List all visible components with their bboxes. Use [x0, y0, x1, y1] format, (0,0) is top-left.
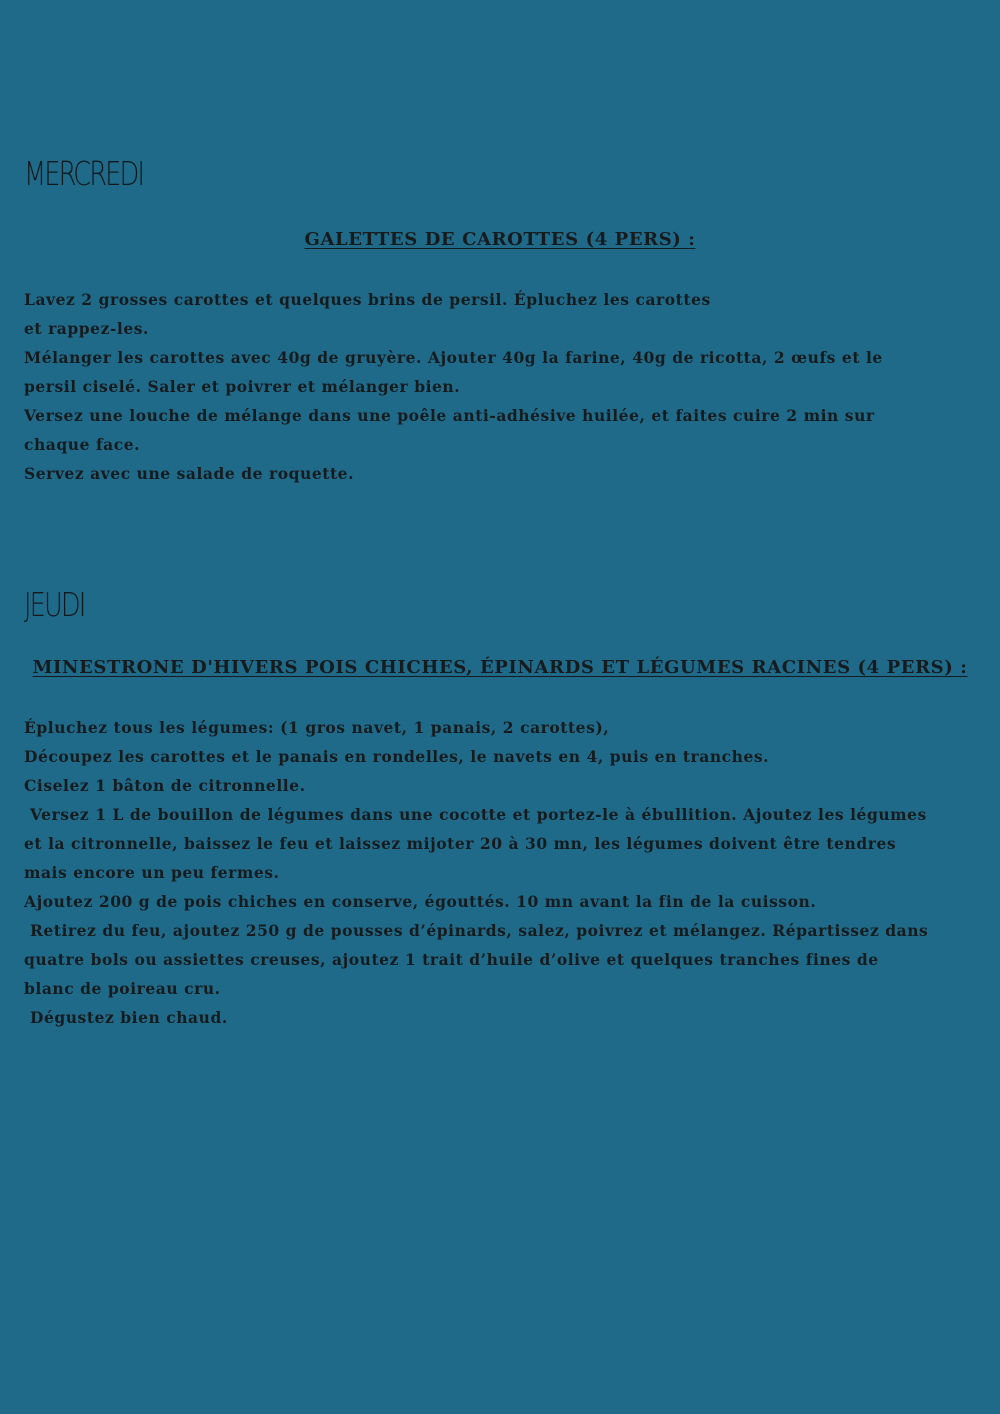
- instruction-line: Servez avec une salade de roquette.: [24, 464, 355, 483]
- instruction-line: Versez 1 L de bouillon de légumes dans une cocotte et portez-le à ébullition. Ajoutez les légumes: [24, 805, 927, 824]
- instruction-line: Ajoutez 200 g de pois chiches en conserve, égouttés. 10 mn avant la fin de la cuisson.: [24, 892, 817, 911]
- instruction-line: persil ciselé. Saler et poivrer et mélanger bien.: [24, 377, 461, 396]
- instruction-line: Ciselez 1 bâton de citronnelle.: [24, 776, 306, 795]
- day-heading-mercredi: MERCREDI: [24, 154, 144, 193]
- instruction-line: Mélanger les carottes avec 40g de gruyère. Ajouter 40g la farine, 40g de ricotta, 2 œufs et le: [24, 348, 883, 367]
- instruction-line: chaque face.: [24, 435, 141, 454]
- instruction-line: et rappez-les.: [24, 319, 149, 338]
- instruction-line: Dégustez bien chaud.: [24, 1008, 228, 1027]
- instruction-line: blanc de poireau cru.: [24, 979, 221, 998]
- recipe-instructions-galettes: [24, 285, 974, 488]
- recipe-title-minestrone: MINESTRONE D'HIVERS POIS CHICHES, ÉPINARDS ET LÉGUMES RACINES (4 PERS) :: [32, 657, 968, 678]
- instruction-line: Découpez les carottes et le panais en rondelles, le navets en 4, puis en tranches.: [24, 747, 770, 766]
- instruction-line: mais encore un peu fermes.: [24, 863, 280, 882]
- instruction-line: Versez une louche de mélange dans une poêle anti-adhésive huilée, et faites cuire 2 min sur: [24, 406, 875, 425]
- day-heading-jeudi: JEUDI: [24, 585, 85, 624]
- instruction-line: et la citronnelle, baissez le feu et laissez mijoter 20 à 30 mn, les légumes doivent être tendres: [24, 834, 897, 853]
- instruction-line: Lavez 2 grosses carottes et quelques brins de persil. Épluchez les carottes: [24, 290, 711, 309]
- recipe-instructions-minestrone: [24, 713, 974, 1032]
- instruction-line: Épluchez tous les légumes: (1 gros navet, 1 panais, 2 carottes),: [24, 718, 610, 737]
- instruction-line: quatre bols ou assiettes creuses, ajoutez 1 trait d’huile d’olive et quelques tranches fines de: [24, 950, 879, 969]
- recipe-title-galettes: GALETTES DE CAROTTES (4 PERS) :: [304, 229, 696, 250]
- instruction-line: Retirez du feu, ajoutez 250 g de pousses d’épinards, salez, poivrez et mélangez. Répartissez dans: [24, 921, 929, 940]
